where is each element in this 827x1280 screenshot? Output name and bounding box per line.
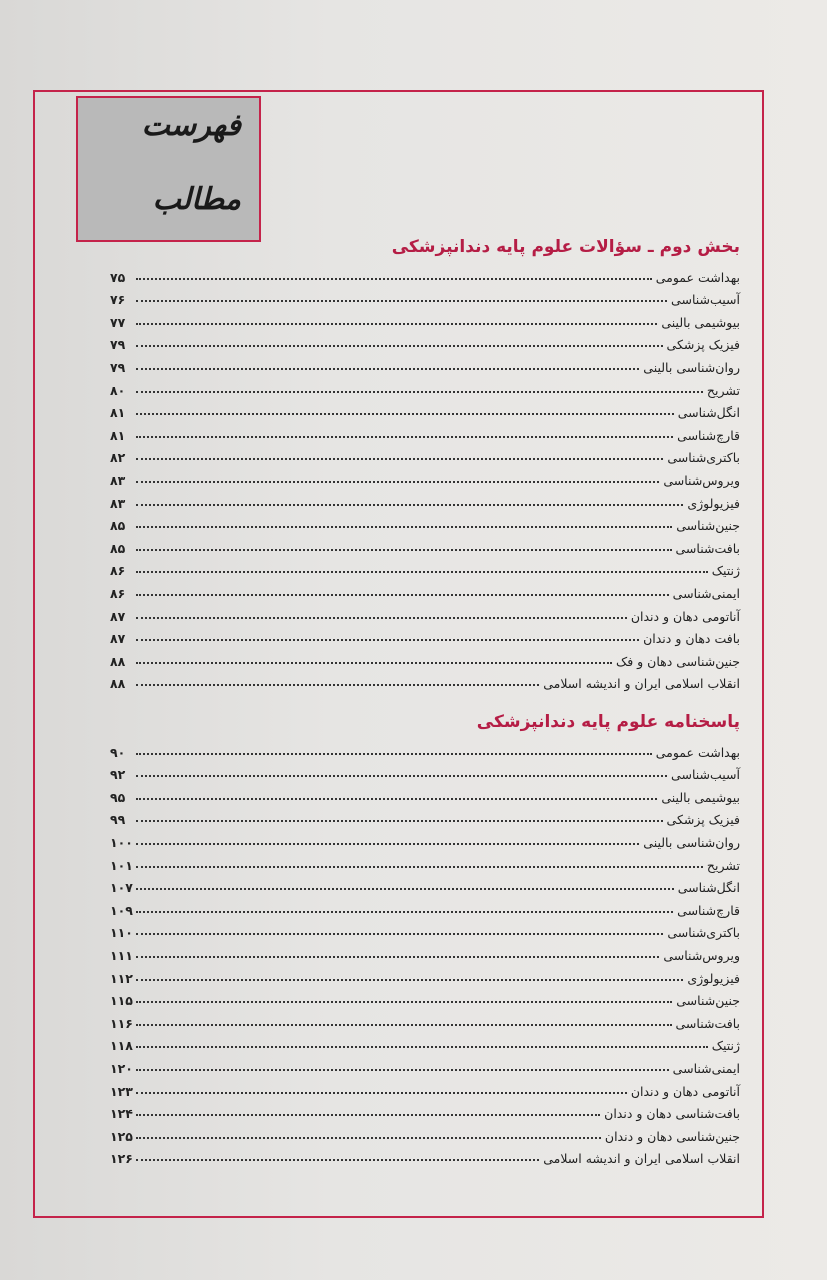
toc-dot-leader	[136, 526, 672, 528]
toc-entry-page: ۸۶	[110, 585, 126, 601]
toc-dot-leader	[136, 979, 683, 981]
toc-entry	[110, 262, 740, 285]
toc-entry	[110, 963, 740, 986]
toc-entry-title: انگل‌شناسی	[677, 880, 740, 896]
toc-entry-title: فیزیک پزشکی	[666, 812, 740, 828]
toc-entry	[110, 420, 740, 443]
toc-title-line-1: فهرست	[141, 108, 241, 143]
toc-entry-page: ۱۲۶	[110, 1151, 133, 1167]
toc-entry	[110, 827, 740, 850]
toc-entry-page: ۸۷	[110, 608, 126, 624]
toc-entry-title: باکتری‌شناسی	[667, 925, 740, 941]
toc-entry	[110, 624, 740, 647]
toc-entry	[110, 578, 740, 601]
toc-entry	[110, 918, 740, 941]
toc-entry	[110, 556, 740, 579]
toc-entry-page: ۸۳	[110, 495, 126, 511]
toc-entry-page: ۱۲۳	[110, 1083, 133, 1099]
toc-entry-page: ۷۶	[110, 292, 126, 308]
toc-dot-leader	[136, 639, 639, 641]
toc-dot-leader	[136, 1159, 539, 1161]
section-heading: بخش دوم ـ سؤالات علوم پایه دندانپزشکی	[391, 237, 740, 257]
toc-entry-title: جنین‌شناسی	[676, 993, 740, 1009]
toc-title-box	[76, 96, 261, 242]
toc-entry	[110, 1121, 740, 1144]
toc-entry-title: ویروس‌شناسی	[663, 947, 740, 963]
toc-entry-page: ۸۳	[110, 472, 126, 488]
toc-entry-title: انقلاب اسلامی ایران و اندیشه اسلامی	[543, 676, 740, 692]
toc-entry-page: ۱۰۱	[110, 857, 133, 873]
toc-dot-leader	[136, 1114, 600, 1116]
toc-entry	[110, 986, 740, 1009]
toc-title-line-2: مطالب	[152, 182, 241, 217]
toc-entry	[110, 307, 740, 330]
toc-dot-leader	[136, 798, 657, 800]
toc-entry-page: ۸۱	[110, 427, 126, 443]
toc-entry-page: ۸۰	[110, 382, 126, 398]
toc-entry	[110, 782, 740, 805]
toc-entry-page: ۸۵	[110, 540, 126, 556]
toc-entry-title: ژنتیک	[711, 563, 740, 579]
toc-entry-page: ۸۵	[110, 518, 126, 534]
toc-dot-leader	[136, 1069, 669, 1071]
toc-entry-title: بافت‌شناسی دهان و دندان	[604, 1106, 740, 1122]
toc-dot-leader	[136, 549, 672, 551]
toc-dot-leader	[136, 820, 663, 822]
toc-entry-page: ۹۵	[110, 789, 126, 805]
toc-entry-page: ۱۲۵	[110, 1128, 133, 1144]
toc-entry	[110, 1099, 740, 1122]
toc-entry-title: آناتومی دهان و دندان	[630, 608, 740, 624]
toc-entry	[110, 669, 740, 692]
toc-dot-leader	[136, 481, 659, 483]
toc-entry	[110, 1144, 740, 1167]
toc-entry-title: فیزیولوژی	[687, 495, 740, 511]
toc-entry-page: ۸۸	[110, 653, 126, 669]
toc-entry	[110, 760, 740, 783]
toc-dot-leader	[136, 594, 669, 596]
toc-dot-leader	[136, 458, 663, 460]
toc-entry-title: بیوشیمی بالینی	[661, 314, 740, 330]
toc-entry-page: ۱۲۰	[110, 1060, 133, 1076]
toc-entry	[110, 737, 740, 760]
toc-dot-leader	[136, 843, 639, 845]
toc-entry-page: ۷۹	[110, 337, 126, 353]
toc-entry-title: جنین‌شناسی	[676, 518, 740, 534]
toc-dot-leader	[136, 911, 673, 913]
toc-dot-leader	[136, 1001, 672, 1003]
toc-entry-title: جنین‌شناسی دهان و فک	[616, 653, 740, 669]
toc-entry	[110, 601, 740, 624]
toc-entry-page: ۷۹	[110, 359, 126, 375]
toc-dot-leader	[136, 662, 612, 664]
toc-entry-title: بهداشت عمومی	[655, 269, 740, 285]
toc-entry-page: ۱۰۷	[110, 880, 133, 896]
toc-entry	[110, 646, 740, 669]
toc-entry	[110, 895, 740, 918]
toc-entry-title: فیزیولوژی	[687, 970, 740, 986]
toc-entry-title: انقلاب اسلامی ایران و اندیشه اسلامی	[543, 1151, 740, 1167]
toc-dot-leader	[136, 504, 683, 506]
toc-entry	[110, 285, 740, 308]
toc-entry-title: روان‌شناسی بالینی	[643, 359, 740, 375]
toc-entry-page: ۱۱۸	[110, 1038, 133, 1054]
toc-entry	[110, 1031, 740, 1054]
toc-entry-page: ۸۲	[110, 450, 126, 466]
toc-entry-title: ایمنی‌شناسی	[672, 1060, 740, 1076]
toc-dot-leader	[136, 278, 652, 280]
toc-entry	[110, 850, 740, 873]
toc-entry	[110, 511, 740, 534]
section-heading: پاسخنامه علوم پایه دندانپزشکی	[476, 712, 740, 732]
toc-entry	[110, 873, 740, 896]
toc-entry-page: ۷۷	[110, 314, 126, 330]
toc-entry-page: ۹۰	[110, 744, 126, 760]
toc-entry-page: ۹۹	[110, 812, 126, 828]
toc-entry	[110, 488, 740, 511]
toc-entry-page: ۱۰۹	[110, 902, 133, 918]
toc-entry-title: انگل‌شناسی	[677, 405, 740, 421]
toc-entry-title: تشریح	[706, 857, 740, 873]
toc-dot-leader	[136, 413, 674, 415]
toc-dot-leader	[136, 753, 652, 755]
toc-entry	[110, 1053, 740, 1076]
toc-section-answers	[110, 707, 740, 1166]
toc-dot-leader	[136, 323, 657, 325]
toc-entry	[110, 940, 740, 963]
toc-dot-leader	[136, 866, 703, 868]
toc-entry-title: ژنتیک	[711, 1038, 740, 1054]
toc-entry-title: بافت‌شناسی	[675, 1015, 740, 1031]
toc-dot-leader	[136, 1137, 601, 1139]
toc-entry-title: آسیب‌شناسی	[671, 292, 740, 308]
toc-entry-title: آناتومی دهان و دندان	[630, 1083, 740, 1099]
toc-dot-leader	[136, 933, 663, 935]
toc-entry	[110, 533, 740, 556]
toc-entry-page: ۸۷	[110, 631, 126, 647]
toc-entry-page: ۸۸	[110, 676, 126, 692]
toc-dot-leader	[136, 956, 659, 958]
toc-entry-title: آسیب‌شناسی	[671, 767, 740, 783]
toc-entry	[110, 443, 740, 466]
toc-entry-title: بهداشت عمومی	[655, 744, 740, 760]
toc-entry-page: ۸۱	[110, 405, 126, 421]
toc-entry-title: بیوشیمی بالینی	[661, 789, 740, 805]
toc-dot-leader	[136, 684, 539, 686]
toc-entry	[110, 805, 740, 828]
toc-entry-page: ۱۱۰	[110, 925, 133, 941]
toc-dot-leader	[136, 1092, 627, 1094]
toc-entry-page: ۱۱۶	[110, 1015, 133, 1031]
toc-section-questions	[110, 232, 740, 691]
toc-dot-leader	[136, 345, 663, 347]
toc-entry-title: تشریح	[706, 382, 740, 398]
toc-dot-leader	[136, 368, 639, 370]
toc-dot-leader	[136, 617, 627, 619]
toc-entry-page: ۹۲	[110, 767, 126, 783]
toc-entry-title: روان‌شناسی بالینی	[643, 834, 740, 850]
toc-dot-leader	[136, 436, 673, 438]
toc-entry	[110, 465, 740, 488]
toc-entry-page: ۱۲۴	[110, 1106, 133, 1122]
toc-entry-title: قارچ‌شناسی	[677, 902, 740, 918]
toc-entry-page: ۸۶	[110, 563, 126, 579]
toc-entry-page: ۱۱۵	[110, 993, 133, 1009]
toc-dot-leader	[136, 775, 667, 777]
toc-dot-leader	[136, 391, 703, 393]
toc-dot-leader	[136, 1024, 672, 1026]
toc-entry-title: بافت دهان و دندان	[643, 631, 740, 647]
toc-entry-title: قارچ‌شناسی	[677, 427, 740, 443]
toc-entry-title: جنین‌شناسی دهان و دندان	[604, 1128, 740, 1144]
toc-entry-title: ایمنی‌شناسی	[672, 585, 740, 601]
toc-entry	[110, 1076, 740, 1099]
toc-entry-title: فیزیک پزشکی	[666, 337, 740, 353]
toc-entry-title: باکتری‌شناسی	[667, 450, 740, 466]
toc-entry-title: ویروس‌شناسی	[663, 472, 740, 488]
toc-dot-leader	[136, 888, 674, 890]
toc-dot-leader	[136, 1046, 708, 1048]
toc-entry	[110, 1008, 740, 1031]
toc-entry	[110, 375, 740, 398]
toc-entry-page: ۱۱۱	[110, 947, 133, 963]
toc-entry-title: بافت‌شناسی	[675, 540, 740, 556]
toc-entry-page: ۱۱۲	[110, 970, 133, 986]
toc-entry-page: ۱۰۰	[110, 834, 133, 850]
toc-entry-page: ۷۵	[110, 269, 126, 285]
toc-dot-leader	[136, 571, 708, 573]
toc-dot-leader	[136, 300, 667, 302]
toc-entry	[110, 398, 740, 421]
toc-entry	[110, 352, 740, 375]
toc-entry	[110, 330, 740, 353]
